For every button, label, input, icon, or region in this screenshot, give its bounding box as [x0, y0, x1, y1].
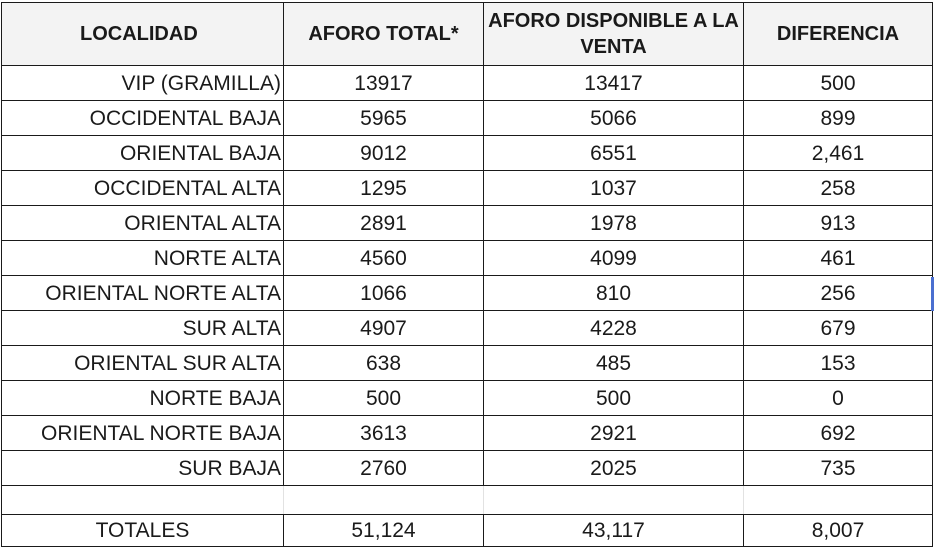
cell-aforo-total[interactable]: 1066: [284, 276, 484, 311]
table-row: [2, 171, 933, 206]
cell-localidad[interactable]: NORTE BAJA: [2, 381, 284, 416]
cell-diferencia[interactable]: 679: [744, 311, 933, 346]
header-aforo-total: AFORO TOTAL*: [284, 3, 484, 66]
table-row: [2, 206, 933, 241]
cell-aforo-total[interactable]: 1295: [284, 171, 484, 206]
cell-diferencia[interactable]: 692: [744, 416, 933, 451]
table-row: [2, 66, 933, 101]
cell-aforo-total[interactable]: 4560: [284, 241, 484, 276]
cell-localidad[interactable]: OCCIDENTAL ALTA: [2, 171, 284, 206]
cell-localidad[interactable]: SUR ALTA: [2, 311, 284, 346]
empty-cell[interactable]: [484, 486, 744, 515]
header-row: [2, 3, 933, 66]
table-row: [2, 381, 933, 416]
table-row: [2, 451, 933, 486]
totals-row: [2, 515, 933, 547]
cell-aforo-disponible[interactable]: 485: [484, 346, 744, 381]
cell-aforo-disponible[interactable]: 13417: [484, 66, 744, 101]
table-row: [2, 101, 933, 136]
cell-diferencia[interactable]: 500: [744, 66, 933, 101]
cell-aforo-disponible[interactable]: 1037: [484, 171, 744, 206]
cell-aforo-disponible[interactable]: 2921: [484, 416, 744, 451]
cell-diferencia[interactable]: 153: [744, 346, 933, 381]
cell-diferencia[interactable]: 899: [744, 101, 933, 136]
totals-aforo-disponible[interactable]: 43,117: [484, 515, 744, 547]
cell-diferencia[interactable]: 0: [744, 381, 933, 416]
cell-localidad[interactable]: ORIENTAL ALTA: [2, 206, 284, 241]
aforo-table: [1, 2, 933, 547]
empty-row: [2, 486, 933, 515]
cell-diferencia[interactable]: 2,461: [744, 136, 933, 171]
cell-aforo-disponible[interactable]: 4228: [484, 311, 744, 346]
header-localidad: LOCALIDAD: [2, 3, 284, 66]
cell-aforo-disponible[interactable]: 5066: [484, 101, 744, 136]
totals-aforo-total[interactable]: 51,124: [284, 515, 484, 547]
cell-aforo-total[interactable]: 2760: [284, 451, 484, 486]
header-diferencia: DIFERENCIA: [744, 3, 933, 66]
cell-aforo-disponible[interactable]: 500: [484, 381, 744, 416]
header-aforo-disponible: AFORO DISPONIBLE A LA VENTA: [484, 3, 744, 66]
table-row: [2, 416, 933, 451]
cell-aforo-disponible[interactable]: 810: [484, 276, 744, 311]
empty-cell[interactable]: [2, 486, 284, 515]
selection-edge-marker: [931, 277, 934, 311]
cell-aforo-total[interactable]: 5965: [284, 101, 484, 136]
cell-aforo-disponible[interactable]: 1978: [484, 206, 744, 241]
cell-localidad[interactable]: NORTE ALTA: [2, 241, 284, 276]
table-row: [2, 311, 933, 346]
cell-aforo-total[interactable]: 638: [284, 346, 484, 381]
cell-diferencia[interactable]: 256: [744, 276, 933, 311]
empty-cell[interactable]: [284, 486, 484, 515]
cell-localidad[interactable]: ORIENTAL NORTE ALTA: [2, 276, 284, 311]
cell-diferencia[interactable]: 461: [744, 241, 933, 276]
cell-aforo-total[interactable]: 3613: [284, 416, 484, 451]
cell-aforo-disponible[interactable]: 6551: [484, 136, 744, 171]
cell-localidad[interactable]: ORIENTAL SUR ALTA: [2, 346, 284, 381]
table-row: [2, 276, 933, 311]
totals-diferencia[interactable]: 8,007: [744, 515, 933, 547]
table-row: [2, 241, 933, 276]
cell-diferencia[interactable]: 258: [744, 171, 933, 206]
cell-diferencia[interactable]: 913: [744, 206, 933, 241]
cell-localidad[interactable]: SUR BAJA: [2, 451, 284, 486]
empty-cell[interactable]: [744, 486, 933, 515]
cell-localidad[interactable]: OCCIDENTAL BAJA: [2, 101, 284, 136]
cell-aforo-disponible[interactable]: 4099: [484, 241, 744, 276]
cell-diferencia[interactable]: 735: [744, 451, 933, 486]
cell-aforo-total[interactable]: 9012: [284, 136, 484, 171]
cell-aforo-total[interactable]: 4907: [284, 311, 484, 346]
totals-label[interactable]: TOTALES: [2, 515, 284, 547]
cell-aforo-total[interactable]: 13917: [284, 66, 484, 101]
cell-aforo-total[interactable]: 2891: [284, 206, 484, 241]
cell-aforo-total[interactable]: 500: [284, 381, 484, 416]
table-row: [2, 136, 933, 171]
cell-localidad[interactable]: ORIENTAL NORTE BAJA: [2, 416, 284, 451]
cell-aforo-disponible[interactable]: 2025: [484, 451, 744, 486]
cell-localidad[interactable]: VIP (GRAMILLA): [2, 66, 284, 101]
table-row: [2, 346, 933, 381]
cell-localidad[interactable]: ORIENTAL BAJA: [2, 136, 284, 171]
